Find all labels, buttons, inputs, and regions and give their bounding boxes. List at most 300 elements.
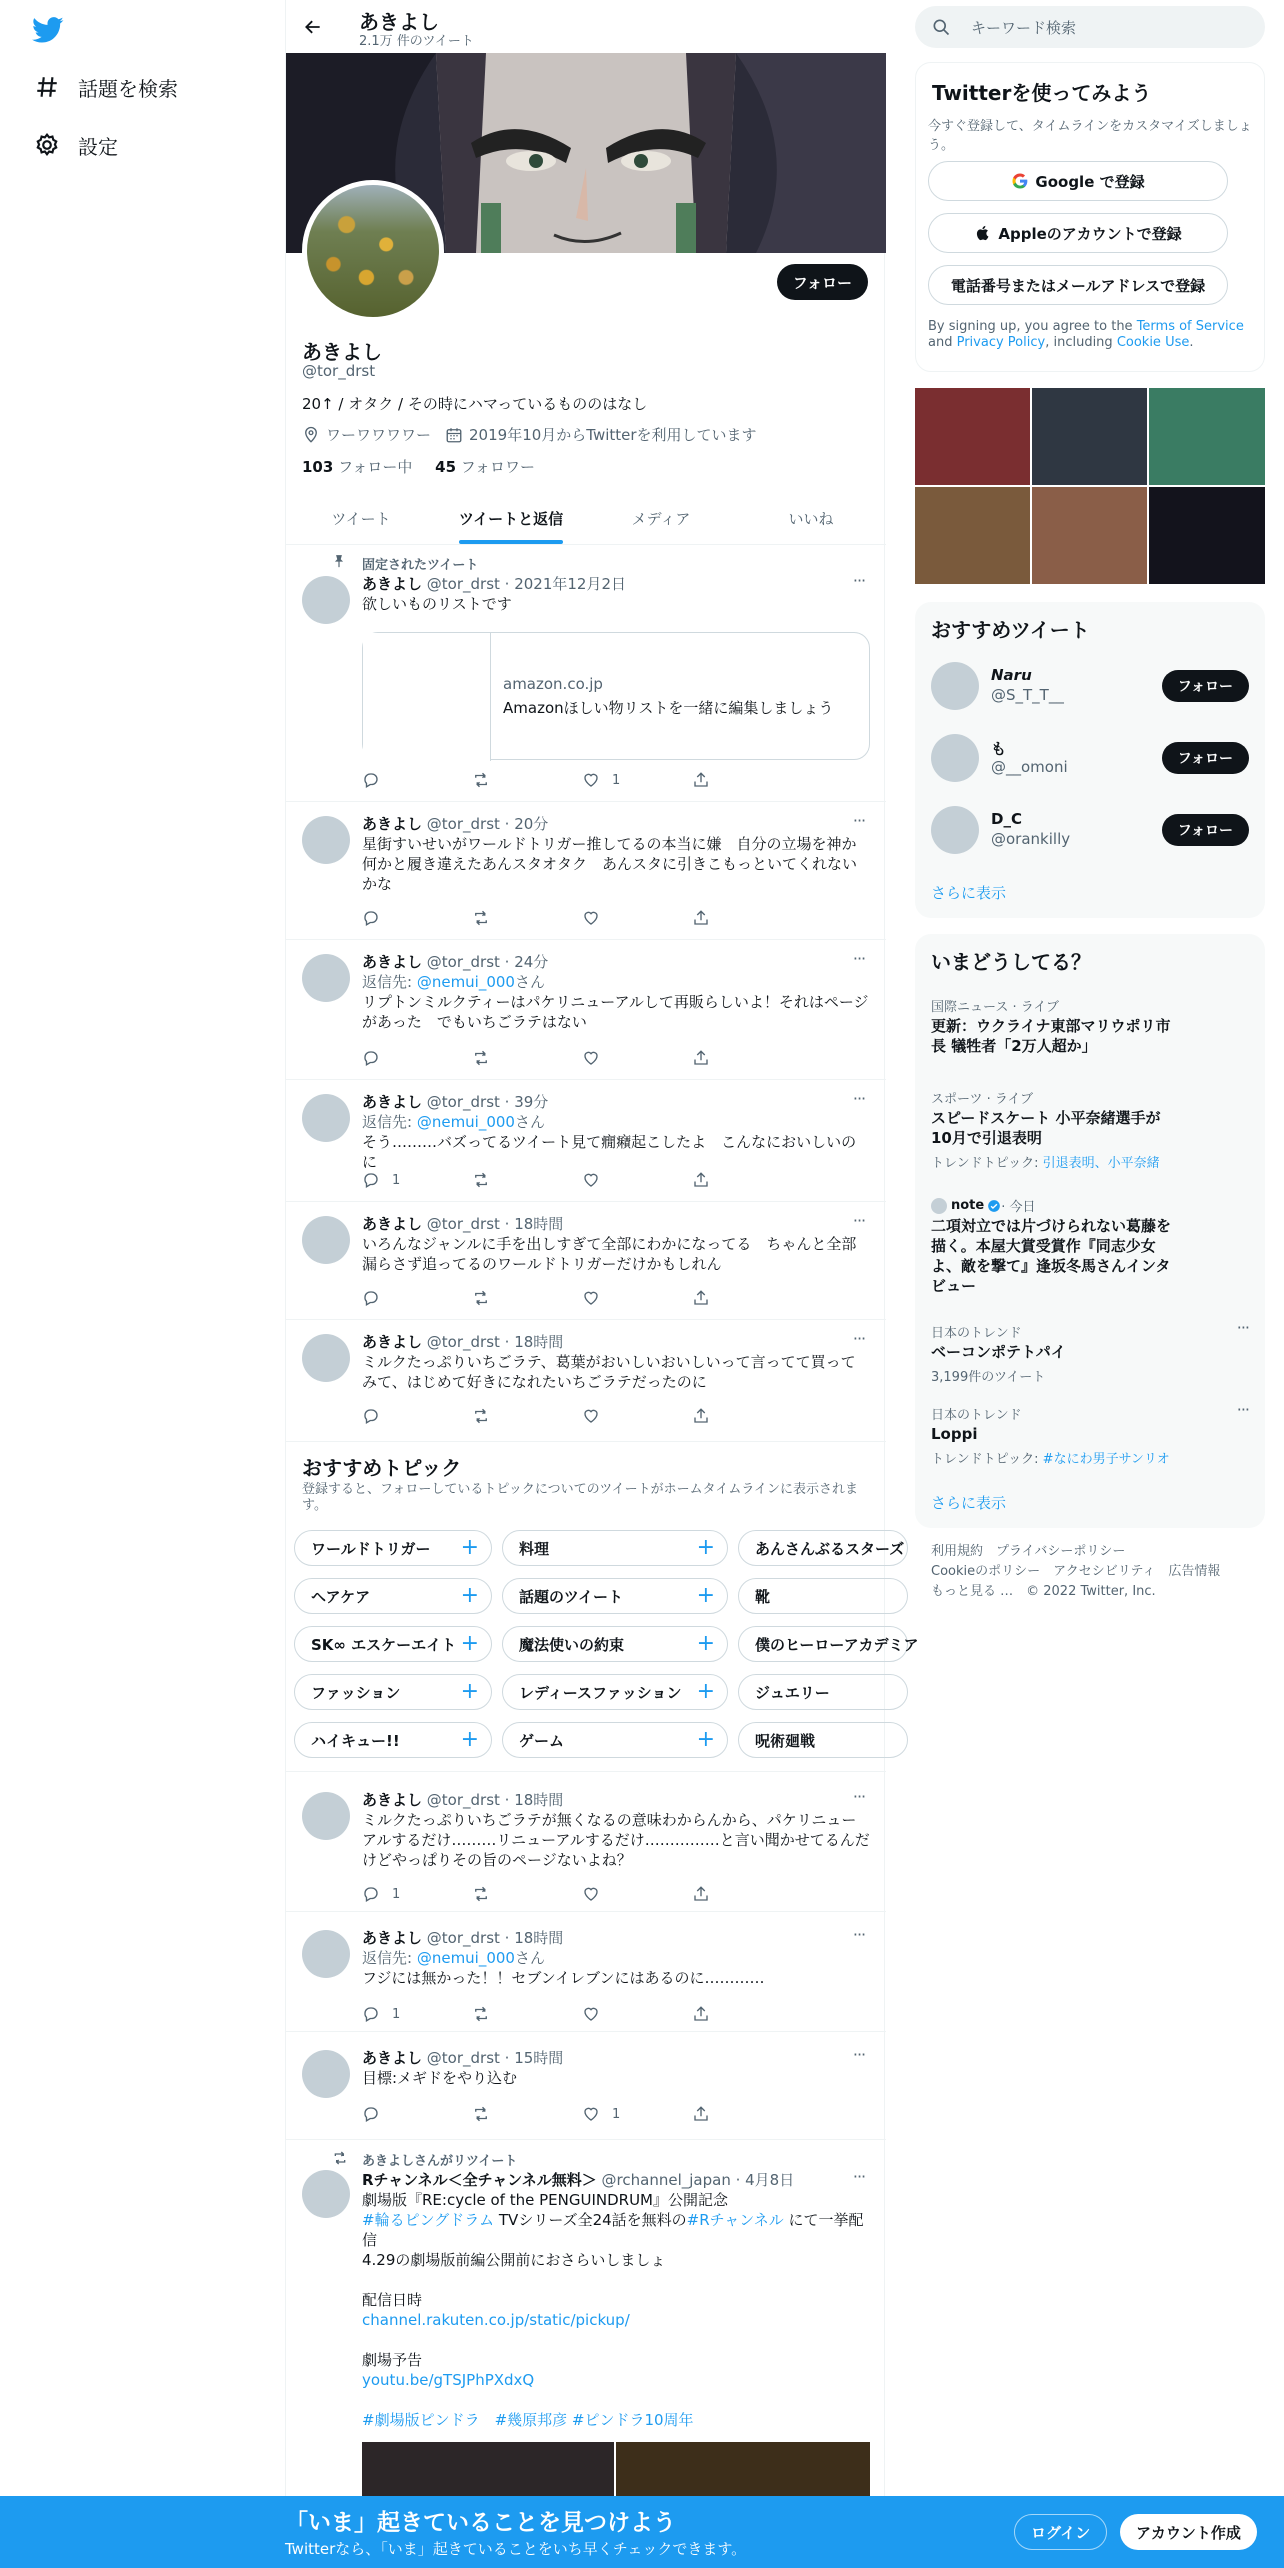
like-button[interactable]: [582, 2004, 692, 2024]
profile-tabs: [286, 492, 886, 545]
google-icon: [1011, 172, 1035, 190]
topic-chip[interactable]: [294, 1530, 492, 1566]
search-placeholder: キーワード検索: [971, 18, 1077, 37]
google-signup-label: Google で登録: [1035, 172, 1145, 191]
user-avatar[interactable]: [931, 806, 979, 854]
reply-prefix: 返信先:: [362, 973, 417, 991]
trend-title[interactable]: ベーコンポテトパイ: [931, 1343, 1066, 1361]
tweet-text: そう………バズってるツイート見て癇癪起こしたよ こんなにおいしいのに: [362, 1133, 857, 1171]
topic-chip[interactable]: [502, 1578, 728, 1614]
heart-icon: [582, 1171, 612, 1189]
media-thumbnail[interactable]: [1149, 388, 1265, 485]
google-signup-button[interactable]: [928, 161, 1228, 201]
search-icon: [931, 17, 971, 37]
topic-label: 呪術廻戦: [755, 1731, 816, 1750]
tweet-author[interactable]: あきよし: [362, 1929, 423, 1947]
suggest-name[interactable]: D_C: [991, 810, 1022, 828]
tweet-avatar[interactable]: [302, 2050, 350, 2098]
url-link[interactable]: channel.rakuten.co.jp/static/pickup/: [362, 2311, 630, 2329]
tweet-meta[interactable]: @rchannel_japan · 4月8日: [601, 2171, 795, 2189]
trend-time: · 今日: [1001, 1200, 1036, 1215]
share-button[interactable]: [692, 1288, 802, 1308]
tab-likes[interactable]: いいね: [788, 509, 834, 528]
retweet-button[interactable]: [472, 770, 582, 790]
topics-section: [286, 1442, 919, 1772]
topic-chip[interactable]: [294, 1626, 492, 1662]
plus-icon[interactable]: +: [696, 1535, 715, 1560]
tweet-author[interactable]: あきよし: [362, 575, 423, 593]
plus-icon[interactable]: +: [457, 1633, 479, 1655]
retweet-button[interactable]: [472, 2004, 582, 2024]
tweet-text: 星街すいせいがワールドトリガー推してるの本当に嫌 自分の立場を神か何かと履き違えたあんスタオタク あんスタに引きこもっといてくれないかな: [362, 835, 858, 893]
tweet-avatar[interactable]: [302, 1094, 350, 1142]
share-button[interactable]: [692, 770, 802, 790]
hashtag-links[interactable]: #劇場版ピンドラ #幾原邦彦 #ピンドラ10周年: [362, 2411, 694, 2429]
plus-icon[interactable]: +: [460, 1583, 479, 1608]
tweet-text: ミルクたっぷりいちごラテが無くなるの意味わからんから、パケリニューアルするだけ………リニューアルするだけ……………と言い聞かせてるんだけどやっぱりその旨のページないよね？: [362, 1811, 870, 1869]
nav-explore[interactable]: [34, 67, 178, 107]
reply-icon: [362, 1171, 392, 1189]
reply-icon: [362, 1049, 392, 1067]
tweet-line: [362, 2210, 870, 2250]
topic-label: 魔法使いの約束: [519, 1635, 625, 1654]
reply-to-line: [362, 972, 870, 992]
tweet-actions: [362, 1406, 802, 1426]
reply-suffix: さん: [514, 1949, 545, 1967]
like-button[interactable]: [582, 1406, 692, 1426]
reply-to-link[interactable]: @nemui_000: [416, 973, 515, 991]
terms-part: and: [928, 335, 957, 350]
tweet-avatar[interactable]: [302, 1216, 350, 1264]
profile-follow-counts: [302, 456, 535, 477]
more-icon[interactable]: ···: [1236, 1318, 1249, 1337]
footer-line[interactable]: 利用規約 プライバシーポリシー: [931, 1544, 1126, 1559]
topic-chip[interactable]: [738, 1674, 908, 1710]
heart-icon: [582, 1407, 612, 1425]
hashtag-link[interactable]: #Rチャンネル: [686, 2211, 784, 2229]
following-link[interactable]: [302, 458, 412, 476]
topic-chip[interactable]: [502, 1722, 728, 1758]
apple-signup-label: Appleのアカウントで登録: [998, 224, 1182, 243]
reply-button[interactable]: [362, 2104, 472, 2124]
trend-count: 3,199件のツイート: [931, 1370, 1046, 1385]
signup-title: Twitterを使ってみよう: [932, 81, 1152, 105]
share-icon: [692, 1049, 722, 1067]
tab-tweets-replies[interactable]: ツイートと返信: [436, 492, 586, 544]
followers-label: フォロワー: [460, 458, 536, 476]
phone-email-signup-button[interactable]: [928, 265, 1228, 305]
reply-button[interactable]: [362, 908, 472, 928]
heart-icon: [582, 771, 612, 789]
topic-chip[interactable]: [502, 1626, 728, 1662]
tweet-avatar[interactable]: [302, 954, 350, 1002]
topic-label: ゲーム: [519, 1731, 565, 1750]
reply-button[interactable]: [362, 1288, 472, 1308]
suggest-follow-button[interactable]: フォロー: [1162, 742, 1249, 774]
reply-icon: [362, 2005, 392, 2023]
suggest-name[interactable]: 𝙉𝙖𝙧𝙪: [991, 666, 1032, 684]
tweet-meta[interactable]: @tor_drst · 18時間: [426, 1791, 564, 1809]
suggest-name[interactable]: も: [991, 740, 1007, 758]
share-button[interactable]: [692, 1048, 802, 1068]
profile-location: ワーワワワワー: [326, 426, 432, 444]
more-icon[interactable]: ···: [852, 571, 866, 590]
media-thumbnail[interactable]: [915, 487, 1030, 584]
topic-chip[interactable]: [738, 1626, 919, 1662]
plus-icon[interactable]: +: [460, 1679, 479, 1704]
trend-title[interactable]: 更新：ウクライナ東部マリウポリ市長 犠牲者「2万人超か」: [931, 1017, 1171, 1055]
tab-tweets[interactable]: ツイート: [331, 509, 391, 528]
card-image: [363, 633, 491, 761]
share-icon: [692, 1885, 722, 1903]
like-button[interactable]: [582, 1170, 692, 1190]
bottom-bar-subtitle: Twitterなら、「いま」起きていることをいち早くチェックできます。: [285, 2540, 747, 2558]
profile-meta: [302, 424, 757, 445]
media-thumbnail[interactable]: [1149, 487, 1265, 584]
retweet-button[interactable]: [472, 1170, 582, 1190]
topic-chip[interactable]: [502, 1530, 728, 1566]
tweet-meta[interactable]: @tor_drst · 18時間: [426, 1929, 564, 1947]
share-icon: [692, 2105, 722, 2123]
reply-icon: [362, 2105, 392, 2123]
reply-icon: [362, 909, 392, 927]
login-button[interactable]: ログイン: [1014, 2514, 1107, 2550]
share-button[interactable]: [692, 1170, 802, 1190]
like-button[interactable]: [582, 1884, 692, 1904]
retweet-icon: [472, 1407, 502, 1425]
tweet-meta[interactable]: @tor_drst · 39分: [426, 1093, 549, 1111]
show-more-link[interactable]: さらに表示: [931, 1494, 1007, 1512]
tweet-actions: [362, 1170, 802, 1190]
more-icon[interactable]: ···: [852, 1925, 866, 1944]
topic-label: SK∞ エスケーエイト: [311, 1635, 457, 1654]
topic-label: ハイキュー!!: [311, 1731, 400, 1750]
footer-line[interactable]: Cookieのポリシー アクセシビリティ 広告情報: [931, 1564, 1221, 1579]
following-label: フォロー中: [338, 458, 413, 476]
card-title: Amazonほしい物リストを一緒に編集しましょう: [503, 699, 834, 717]
tweet-avatar[interactable]: [302, 2170, 350, 2218]
tweet-avatar[interactable]: [302, 576, 350, 624]
tweet-meta[interactable]: @tor_drst · 2021年12月2日: [426, 575, 627, 593]
tweet-author[interactable]: あきよし: [362, 953, 423, 971]
tweet-item[interactable]: [286, 2140, 886, 2500]
topic-label: レディースファッション: [519, 1683, 682, 1702]
plus-icon[interactable]: +: [693, 1681, 715, 1703]
topics-title: おすすめトピック: [302, 1456, 462, 1480]
suggest-panel: [915, 602, 1265, 918]
tweet-actions: [362, 770, 802, 790]
more-icon[interactable]: ···: [852, 2045, 866, 2064]
plus-icon[interactable]: +: [696, 1631, 715, 1656]
signup-subtitle: 今すぐ登録して、タイムラインをカスタマイズしましょう。: [928, 119, 1252, 153]
tweet-line: 劇場版『RE:cycle of the PENGUINDRUM』公開記念: [362, 2191, 728, 2209]
user-avatar[interactable]: [931, 662, 979, 710]
tweet-item[interactable]: [286, 1320, 886, 1442]
tweet-avatar[interactable]: [302, 1930, 350, 1978]
share-button[interactable]: [692, 1406, 802, 1426]
tweet-author[interactable]: あきよし: [362, 1215, 423, 1233]
plus-icon[interactable]: +: [460, 1535, 479, 1560]
like-button[interactable]: [582, 2104, 692, 2124]
more-icon[interactable]: ···: [852, 1089, 866, 1108]
show-more-link[interactable]: さらに表示: [931, 884, 1007, 902]
tweet-actions: [362, 1048, 802, 1068]
calendar-icon: [445, 426, 469, 444]
topic-chip[interactable]: [294, 1578, 492, 1614]
retweet-indicator-icon: [332, 2150, 348, 2166]
reply-button[interactable]: [362, 1048, 472, 1068]
plus-icon[interactable]: +: [696, 1727, 715, 1752]
reply-button[interactable]: [362, 1884, 472, 1904]
topic-chip[interactable]: [294, 1674, 492, 1710]
reply-button[interactable]: [362, 2004, 472, 2024]
hashtag-link[interactable]: #輪るピングドラム: [362, 2211, 495, 2229]
tweet-text: フジには無かった！！セブンイレブンにはあるのに…………: [362, 1969, 765, 1987]
like-button[interactable]: [582, 1288, 692, 1308]
tweet-author[interactable]: あきよし: [362, 1093, 423, 1111]
suggest-handle: @S_T_T__: [991, 686, 1064, 704]
twitter-logo-icon[interactable]: [32, 14, 64, 46]
tweet-meta[interactable]: @tor_drst · 24分: [426, 953, 549, 971]
like-count: 1: [612, 2106, 621, 2122]
topic-label: 僕のヒーローアカデミア: [755, 1635, 919, 1654]
suggest-handle: @orankilly: [991, 830, 1071, 848]
follow-button[interactable]: フォロー: [777, 264, 868, 300]
plus-icon[interactable]: +: [460, 1727, 479, 1752]
more-icon[interactable]: ···: [852, 1211, 866, 1230]
profile-avatar[interactable]: [302, 180, 444, 322]
tweet-text-part: にて一挙配信: [362, 2211, 864, 2249]
tweet-actions: [362, 1288, 802, 1308]
terms-part: , including: [1045, 335, 1117, 350]
heart-icon: [582, 1049, 612, 1067]
topic-chip[interactable]: [738, 1722, 908, 1758]
tweet-author[interactable]: あきよし: [362, 1333, 423, 1351]
footer-line[interactable]: もっと見る … © 2022 Twitter, Inc.: [931, 1584, 1156, 1599]
retweet-icon: [472, 1289, 502, 1307]
bottom-bar-title: 「いま」起きていることを見つけよう: [285, 2510, 676, 2536]
trend-category: 日本のトレンド: [931, 1408, 1022, 1423]
terms-part: By signing up, you agree to the: [928, 319, 1137, 334]
terms-part: .: [1189, 335, 1194, 350]
back-button[interactable]: [298, 12, 328, 42]
nav-settings[interactable]: [34, 125, 118, 165]
location-icon: [302, 426, 326, 444]
trend-title[interactable]: Loppi: [931, 1425, 978, 1443]
topic-label: ジュエリー: [755, 1683, 830, 1702]
tweet-meta[interactable]: @tor_drst · 20分: [426, 815, 549, 833]
share-button[interactable]: [692, 1884, 802, 1904]
privacy-link[interactable]: Privacy Policy: [956, 335, 1046, 350]
trend-category: [931, 1196, 1035, 1215]
tweet-item[interactable]: [286, 546, 886, 802]
share-button[interactable]: [692, 2104, 802, 2124]
tweet-author[interactable]: あきよし: [362, 1791, 423, 1809]
reply-icon: [362, 1885, 392, 1903]
tweet-avatar[interactable]: [302, 816, 350, 864]
apple-icon: [974, 224, 998, 242]
trend-topics: [931, 1152, 1160, 1171]
gear-icon: [34, 132, 78, 158]
tweet-line: 劇場予告: [362, 2351, 423, 2369]
reply-prefix: 返信先:: [362, 1113, 417, 1131]
profile-bio: 20↑ / オタク / その時にハマっているもののはなし: [302, 395, 648, 413]
reply-to-line: [362, 1112, 870, 1132]
tweet-author[interactable]: あきよし: [362, 2049, 423, 2067]
reply-button[interactable]: [362, 770, 472, 790]
media-thumbnail[interactable]: [915, 388, 1030, 485]
topic-label: ワールドトリガー: [311, 1539, 431, 1558]
nav-explore-label: 話題を検索: [78, 76, 178, 101]
reply-button[interactable]: [362, 1406, 472, 1426]
retweet-button[interactable]: [472, 1406, 582, 1426]
profile-joined: 2019年10月からTwitterを利用しています: [469, 426, 757, 444]
tweet-text: いろんなジャンルに手を出しすぎて全部にわかになってる ちゃんと全部漏らさず追ってるのワールドトリガーだけかもしれん: [362, 1235, 857, 1273]
heart-icon: [582, 1885, 612, 1903]
tweet-item[interactable]: [286, 1080, 886, 1202]
tweet-avatar[interactable]: [302, 1334, 350, 1382]
retweet-icon: [472, 2105, 502, 2123]
card-domain: amazon.co.jp: [503, 675, 603, 693]
more-icon[interactable]: ···: [852, 1787, 866, 1806]
retweet-icon: [472, 1885, 502, 1903]
reply-prefix: 返信先:: [362, 1949, 417, 1967]
suggest-follow-button[interactable]: フォロー: [1162, 670, 1249, 702]
url-link[interactable]: youtu.be/gTSJPhPXdxQ: [362, 2371, 535, 2389]
retweet-icon: [472, 1049, 502, 1067]
tweet-text-part: TVシリーズ全24話を無料の: [494, 2211, 687, 2229]
share-button[interactable]: [692, 908, 802, 928]
plus-icon[interactable]: +: [696, 1583, 715, 1608]
trend-title[interactable]: 二項対立では片づけられない葛藤を描く。本屋大賞受賞作『同志少女よ、敵を撃て』逢坂冬馬さんインタビュー: [931, 1217, 1172, 1295]
reply-icon: [362, 771, 392, 789]
share-icon: [692, 771, 722, 789]
like-button[interactable]: [582, 908, 692, 928]
tweet-meta[interactable]: @tor_drst · 15時間: [426, 2049, 564, 2067]
reply-count: 1: [392, 2006, 401, 2022]
like-button[interactable]: [582, 1048, 692, 1068]
profile-header-bar: [286, 0, 886, 53]
more-icon[interactable]: ···: [1236, 1400, 1249, 1419]
retweet-button[interactable]: [472, 1288, 582, 1308]
reply-to-link[interactable]: @nemui_000: [416, 1113, 515, 1131]
signup-panel: [915, 62, 1265, 372]
pinned-label: 固定されたツイート: [362, 558, 479, 573]
profile-handle: @tor_drst: [302, 362, 376, 380]
trend-sub-links[interactable]: #なにわ男子サンリオ: [1042, 1452, 1170, 1467]
heart-icon: [582, 909, 612, 927]
terms-link[interactable]: Terms of Service: [1136, 319, 1244, 334]
source-avatar: [931, 1198, 947, 1214]
tweet-item[interactable]: [286, 802, 886, 940]
following-count: 103: [302, 458, 334, 476]
retweet-button[interactable]: [472, 1884, 582, 1904]
topic-chip[interactable]: [738, 1530, 908, 1566]
topic-label: ファッション: [311, 1683, 401, 1702]
topic-chip[interactable]: [502, 1674, 728, 1710]
media-grid: [915, 388, 1265, 584]
tweet-meta[interactable]: @tor_drst · 18時間: [426, 1215, 564, 1233]
reply-to-link[interactable]: @nemui_000: [416, 1949, 515, 1967]
topic-chip[interactable]: [738, 1578, 908, 1614]
media-thumbnail[interactable]: [1032, 487, 1147, 584]
followers-link[interactable]: [435, 458, 535, 476]
cookie-link[interactable]: Cookie Use: [1116, 335, 1190, 350]
retweet-button[interactable]: [472, 2104, 582, 2124]
tweet-author[interactable]: あきよし: [362, 815, 423, 833]
media-thumbnail[interactable]: [1032, 388, 1147, 485]
tweet-item[interactable]: [286, 1912, 886, 2032]
trends-panel: [915, 934, 1265, 1528]
tweet-author[interactable]: Rチャンネル＜全チャンネル無料＞: [362, 2171, 597, 2189]
signup-bottom-bar: [0, 2496, 1284, 2568]
more-icon[interactable]: ···: [852, 811, 866, 830]
tweet-meta[interactable]: @tor_drst · 18時間: [426, 1333, 564, 1351]
tweet-actions: [362, 1884, 802, 1904]
tweet-item[interactable]: [286, 940, 886, 1080]
pin-icon: [332, 554, 346, 568]
retweet-icon: [472, 909, 502, 927]
reply-button[interactable]: [362, 1170, 472, 1190]
topic-label: ヘアケア: [311, 1587, 371, 1606]
share-icon: [692, 1289, 722, 1307]
retweet-button[interactable]: [472, 908, 582, 928]
tweet-item[interactable]: [286, 1202, 886, 1320]
suggest-follow-button[interactable]: フォロー: [1162, 814, 1249, 846]
like-button[interactable]: [582, 770, 692, 790]
share-icon: [692, 2005, 722, 2023]
trend-category: スポーツ · ライブ: [931, 1092, 1034, 1107]
trend-sub-links[interactable]: 引退表明、小平奈緒: [1042, 1156, 1160, 1171]
tweet-avatar[interactable]: [302, 1792, 350, 1840]
reply-suffix: さん: [514, 1113, 545, 1131]
reply-suffix: さん: [514, 973, 545, 991]
share-icon: [692, 1171, 722, 1189]
apple-signup-button[interactable]: [928, 213, 1228, 253]
tweet-line: 4.29の劇場版前編公開前におさらいしましょ: [362, 2251, 666, 2269]
footer-links[interactable]: [931, 1542, 1261, 1602]
arrow-left-icon: [303, 17, 323, 37]
tweet-item[interactable]: [286, 2032, 886, 2140]
search-input[interactable]: [915, 6, 1265, 48]
share-button[interactable]: [692, 2004, 802, 2024]
tweet-actions: [362, 2104, 802, 2124]
heart-icon: [582, 2005, 612, 2023]
tweet-item[interactable]: [286, 1772, 886, 1912]
more-icon[interactable]: ···: [852, 2167, 866, 2186]
tab-media[interactable]: メディア: [631, 509, 691, 528]
trend-title[interactable]: スピードスケート 小平奈緒選手が10月で引退表明: [931, 1109, 1161, 1147]
more-icon[interactable]: ···: [852, 1329, 866, 1348]
more-icon[interactable]: ···: [852, 949, 866, 968]
retweet-button[interactable]: [472, 1048, 582, 1068]
user-avatar[interactable]: [931, 734, 979, 782]
signup-button[interactable]: アカウント作成: [1120, 2514, 1257, 2550]
topic-label: 話題のツイート: [519, 1587, 623, 1606]
trend-category: 国際ニュース · ライブ: [931, 1000, 1059, 1015]
retweet-label[interactable]: あきよしさんがリツイート: [362, 2154, 518, 2169]
trend-category: 日本のトレンド: [931, 1326, 1022, 1341]
retweet-icon: [472, 2005, 502, 2023]
suggest-title: おすすめツイート: [931, 618, 1090, 642]
trends-title: いまどうしてる？: [931, 950, 1091, 974]
tweet-text: 目標:メギドをやり込む: [362, 2069, 518, 2087]
phone-email-signup-label: 電話番号またはメールアドレスで登録: [950, 276, 1206, 295]
topic-chip[interactable]: [294, 1722, 492, 1758]
main-column: [285, 0, 919, 2568]
verified-icon: [987, 1199, 1001, 1213]
link-card[interactable]: [362, 632, 870, 760]
